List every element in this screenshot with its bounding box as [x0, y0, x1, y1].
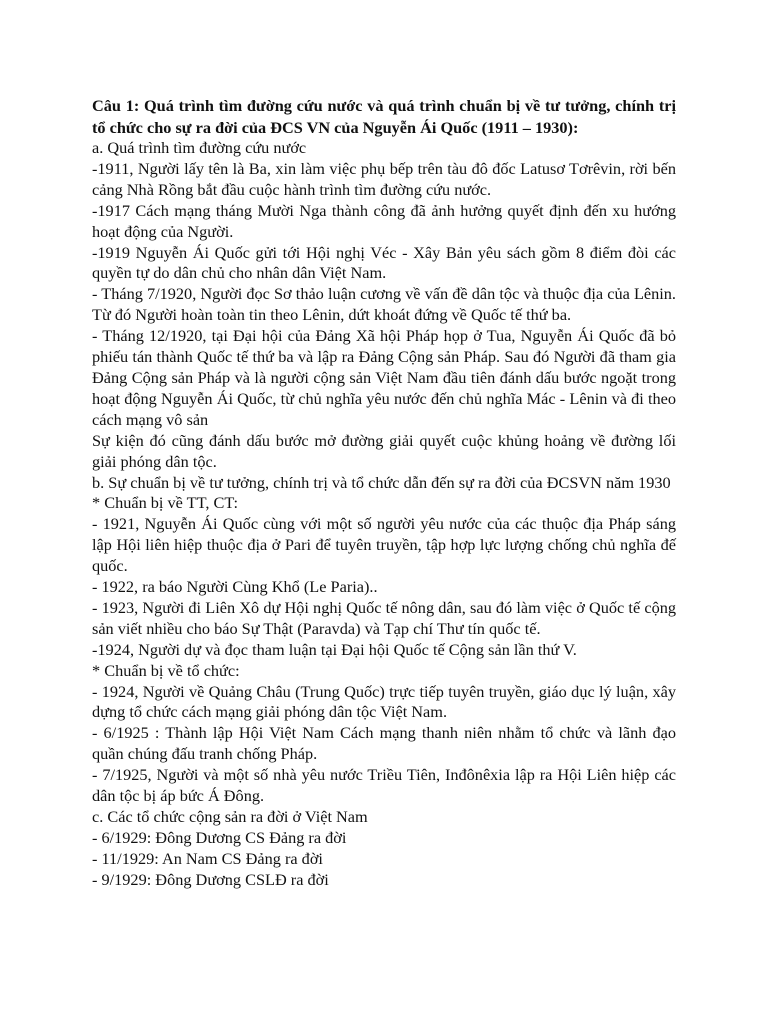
- section-c-heading: c. Các tổ chức cộng sản ra đời ở Việt Nam: [92, 807, 368, 826]
- paragraph-june-1925: - 6/1925 : Thành lập Hội Việt Nam Cách mạng thanh niên nhằm tổ chức và lãnh đạo quần chúng đấu tranh chống Pháp.: [92, 723, 676, 764]
- paragraph-1919: -1919 Nguyễn Ái Quốc gửi tới Hội nghị Véc - Xây Bản yêu sách gồm 8 điểm đòi các quyền tự do dân chủ cho nhân dân Việt Nam.: [92, 242, 676, 283]
- section-b-heading: b. Sự chuẩn bị về tư tưởng, chính trị và tổ chức dẫn đến sự ra đời của ĐCSVN năm 1930: [92, 472, 671, 492]
- question-heading: Câu 1: Quá trình tìm đường cứu nước và quá trình chuẩn bị về tư tưởng, chính trị tổ chức cho sự ra đời của ĐCS VN của Nguyễn Ái Quốc (1911 – 1930):: [92, 96, 676, 137]
- paragraph-event-significance: Sự kiện đó cũng đánh dấu bước mở đường giải quyết cuộc khủng hoảng về đường lối giải phóng dân tộc.: [92, 430, 676, 471]
- paragraph-1924-guangzhou: - 1924, Người về Quảng Châu (Trung Quốc) trực tiếp tuyên truyền, giáo dục lý luận, xây dựng tổ chức cách mạng giải phóng dân tộc Việt Nam.: [92, 681, 676, 722]
- subsection-ideology-politics: * Chuẩn bị về TT, CT:: [92, 493, 239, 513]
- paragraph-june-1929: - 6/1929: Đông Dương CS Đảng ra đời: [92, 827, 347, 847]
- paragraph-1923: - 1923, Người đi Liên Xô dự Hội nghị Quốc tế nông dân, sau đó làm việc ở Quốc tế cộng sản viết nhiều cho báo Sự Thật (Paravda) và Tạp chí Thư tín quốc tế.: [92, 597, 676, 638]
- paragraph-july-1925: - 7/1925, Người và một số nhà yêu nước Triều Tiên, Inđônêxia lập ra Hội Liên hiệp các dân tộc bị áp bức Á Đông.: [92, 765, 676, 806]
- paragraph-1924-congress: -1924, Người dự và đọc tham luận tại Đại hội Quốc tế Cộng sản lần thứ V.: [92, 639, 577, 659]
- paragraph-december-1920: - Tháng 12/1920, tại Đại hội của Đảng Xã hội Pháp họp ở Tua, Nguyễn Ái Quốc đã bỏ phiếu tán thành Quốc tế thứ ba và lập ra Đảng Cộng sản Pháp. Sau đó Người đã tham gia Đảng Cộng sản Pháp và là người cộng sản Việt Nam đầu tiên đánh dấu bước ngoặt trong hoạt động Nguyễn Ái Quốc, từ chủ nghĩa yêu nước đến chủ nghĩa Mác - Lênin và đi theo cách mạng vô sản: [92, 326, 676, 429]
- paragraph-1921: - 1921, Nguyễn Ái Quốc cùng với một số người yêu nước của các thuộc địa Pháp sáng lập Hội liên hiệp thuộc địa ở Pari để tuyên truyền, tập hợp lực lượng chống chủ nghĩa đế quốc.: [92, 514, 676, 576]
- paragraph-july-1920: - Tháng 7/1920, Người đọc Sơ thảo luận cương về vấn đề dân tộc và thuộc địa của Lênin. Từ đó Người hoàn toàn tin theo Lênin, dứt khoát đứng về Quốc tế thứ ba.: [92, 284, 676, 325]
- paragraph-1922: - 1922, ra báo Người Cùng Khổ (Le Paria)..: [92, 577, 378, 597]
- section-a-heading: a. Quá trình tìm đường cứu nước: [92, 138, 307, 157]
- paragraph-november-1929: - 11/1929: An Nam CS Đảng ra đời: [92, 848, 323, 868]
- paragraph-1911: -1911, Người lấy tên là Ba, xin làm việc phụ bếp trên tàu đô đốc Latusơ Tơrêvin, rời bến cảng Nhà Rồng bắt đầu cuộc hành trình tìm đường cứu nước.: [92, 158, 676, 199]
- paragraph-september-1929: - 9/1929: Đông Dương CSLĐ ra đời: [92, 869, 329, 889]
- paragraph-1917: -1917 Cách mạng tháng Mười Nga thành công đã ảnh hưởng quyết định đến xu hướng hoạt động của Người.: [92, 200, 676, 241]
- subsection-organization: * Chuẩn bị về tổ chức:: [92, 660, 240, 680]
